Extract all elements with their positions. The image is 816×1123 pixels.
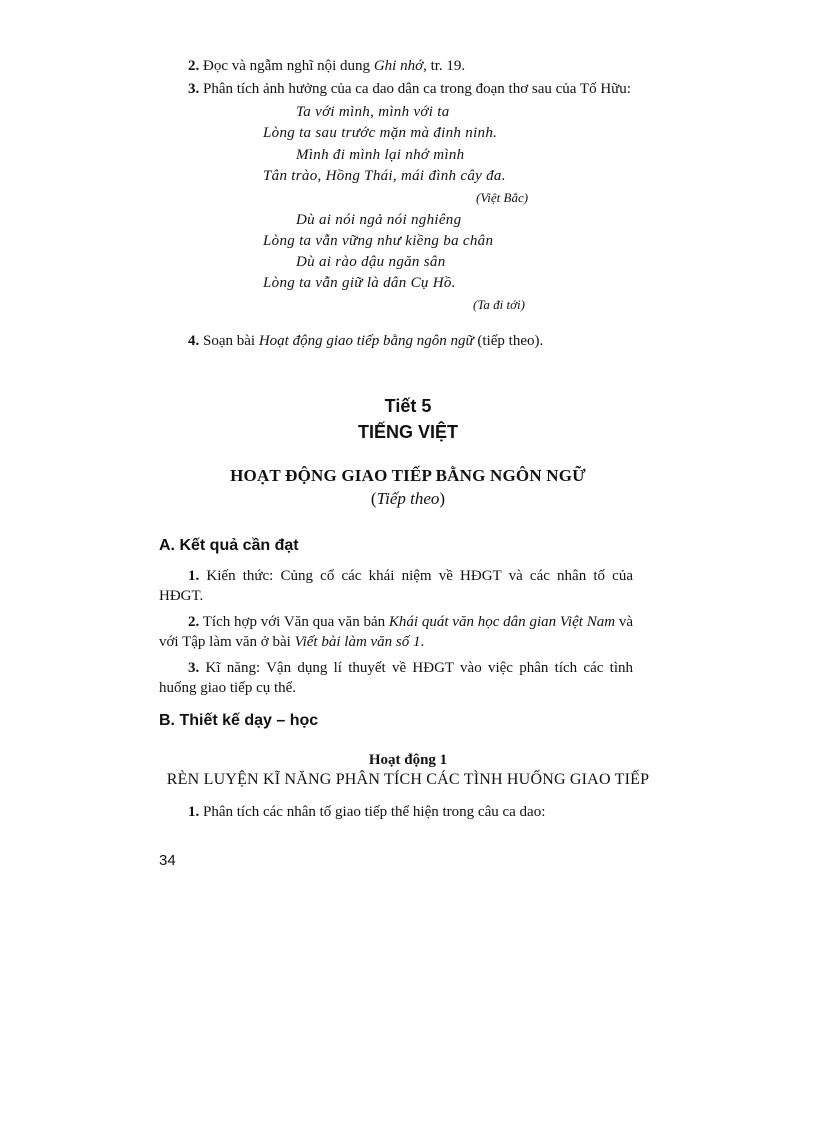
lesson-subtitle: (Tiếp theo) [370, 489, 446, 508]
poem-line: Lòng ta vẫn vững như kiềng ba chân [263, 233, 494, 249]
poem-line: Lòng ta vẫn giữ là dân Cụ Hồ. [263, 275, 456, 291]
poem-line: Mình đi mình lại nhớ mình [296, 147, 465, 163]
activity-label: Hoạt động 1 [368, 752, 448, 768]
section-b-heading: B. Thiết kế dạy – học [159, 712, 319, 729]
poem-line: Dù ai rào dậu ngăn sân [296, 254, 446, 270]
instruction-item-2: 2. Đọc và ngẫm nghĩ nội dung Ghi nhớ, tr. 19. [188, 58, 466, 74]
section-a-heading: A. Kết quả cần đạt [159, 537, 299, 554]
instruction-item-4: 4. Soạn bài Hoạt động giao tiếp bằng ngôn ngữ (tiếp theo). [188, 333, 544, 349]
lesson-period: Tiết 5 [384, 396, 432, 416]
poem-source: (Việt Bắc) [476, 190, 529, 205]
page-number: 34 [159, 852, 176, 869]
poem-line: Dù ai nói ngả nói nghiêng [296, 212, 462, 228]
instruction-item-3: 3. Phân tích ảnh hưởng của ca dao dân ca trong đoạn thơ sau của Tố Hữu: [188, 81, 631, 97]
section-a-item-1: 1. Kiến thức: Củng cố các khái niệm về HĐGT và các nhân tố của HĐGT. [159, 568, 633, 604]
poem-line: Ta với mình, mình với ta [296, 104, 450, 120]
lesson-title: HOẠT ĐỘNG GIAO TIẾP BẰNG NGÔN NGỮ [230, 466, 586, 485]
poem-line: Lòng ta sau trước mặn mà đinh ninh. [263, 125, 498, 141]
section-b-item-1: 1. Phân tích các nhân tố giao tiếp thể hiện trong câu ca dao: [188, 804, 546, 820]
lesson-subject: TIẾNG VIỆT [357, 422, 458, 442]
section-a-item-2: 2. Tích hợp với Văn qua văn bản Khái quát văn học dân gian Việt Nam và với Tập làm văn ở bài Viết bài làm văn số 1. [159, 614, 633, 650]
poem-source: (Ta đi tới) [473, 297, 525, 312]
poem-line: Tân trào, Hồng Thái, mái đình cây đa. [263, 168, 506, 184]
activity-title: RÈN LUYỆN KĨ NĂNG PHÂN TÍCH CÁC TÌNH HUỐNG GIAO TIẾP [166, 771, 650, 788]
section-a-item-3: 3. Kĩ năng: Vận dụng lí thuyết về HĐGT vào việc phân tích các tình huống giao tiếp cụ thể. [159, 660, 633, 696]
